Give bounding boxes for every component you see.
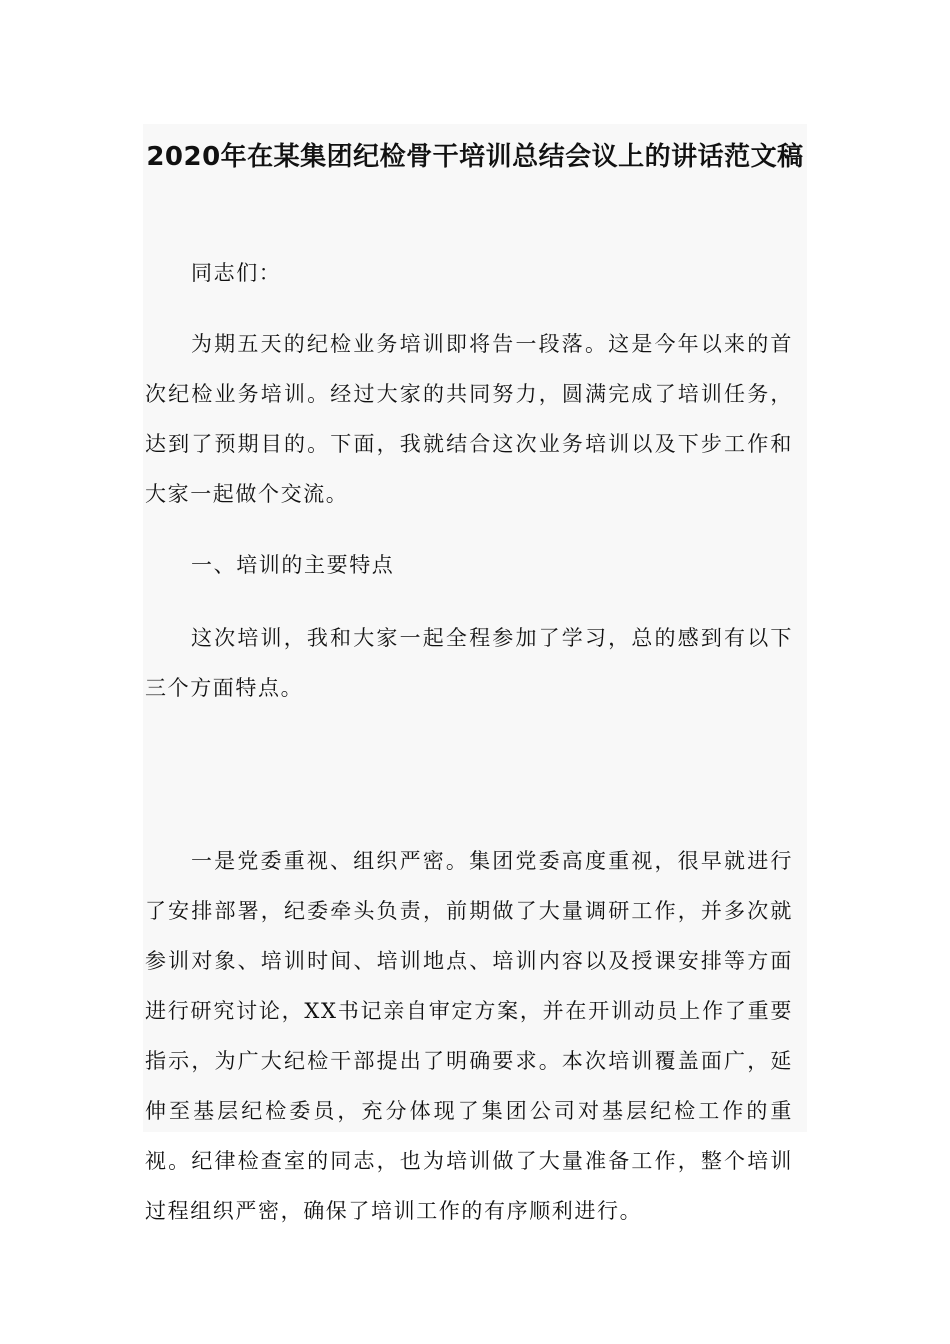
section-heading: 一、培训的主要特点 bbox=[191, 553, 395, 577]
intro-paragraph: 为期五天的纪检业务培训即将告一段落。这是今年以来的首次纪检业务培训。经过大家的共同努力，圆满完成了培训任务，达到了预期目的。下面，我就结合这次业务培训以及下步工作和大家一起做个交流。 bbox=[145, 332, 793, 506]
document-body bbox=[143, 124, 807, 1223]
greeting-paragraph: 同志们： bbox=[191, 261, 282, 285]
first-feature-paragraph: 一是党委重视、组织严密。集团党委高度重视，很早就进行了安排部署，纪委牵头负责，前期做了大量调研工作，并多次就参训对象、培训时间、培训地点、培训内容以及授课安排等方面进行研究讨论，XX书记亲自审定方案，并在开训动员上作了重要指示，为广大纪检干部提出了明确要求。本次培训覆盖面广，延伸至基层纪检委员，充分体现了集团公司对基层纪检工作的重视。纪律检查室的同志，也为培训做了大量准备工作，整个培训过程组织严密，确保了培训工作的有序顺利进行。 bbox=[145, 849, 793, 1223]
document-title: 2020年在某集团纪检骨干培训总结会议上的讲话范文稿 bbox=[146, 142, 804, 172]
features-intro-paragraph: 这次培训，我和大家一起全程参加了学习，总的感到有以下三个方面特点。 bbox=[145, 626, 793, 700]
